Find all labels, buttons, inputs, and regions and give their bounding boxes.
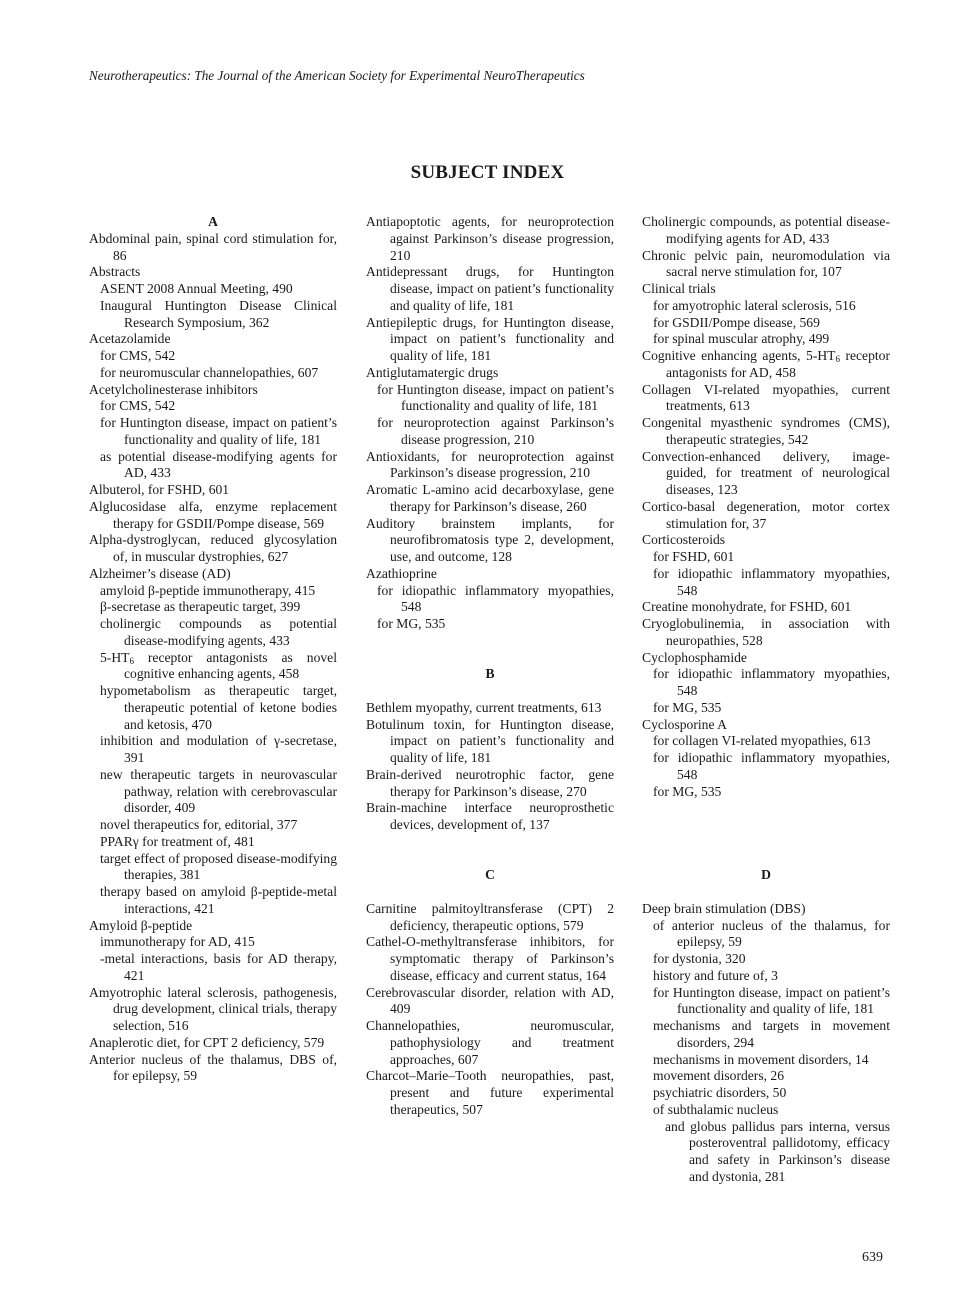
index-entry: Brain-derived neurotrophic factor, gene therapy for Parkinson’s disease, 270 bbox=[366, 766, 614, 799]
index-entry: Collagen VI-related myopathies, current treatments, 613 bbox=[642, 381, 890, 414]
index-entry: Aromatic L-amino acid decarboxylase, gene therapy for Parkinson’s disease, 260 bbox=[366, 482, 614, 514]
index-subentry: for collagen VI-related myopathies, 613 bbox=[653, 733, 871, 749]
index-subentry: for amyotrophic lateral sclerosis, 516 bbox=[653, 297, 856, 313]
index-entry: Cholinergic compounds, as potential disease-modifying agents for AD, 433 bbox=[642, 214, 890, 246]
index-subentry: of anterior nucleus of the thalamus, for epilepsy, 59 bbox=[653, 917, 890, 950]
index-subentry: for CMS, 542 bbox=[100, 398, 176, 414]
index-entry: Antioxidants, for neuroprotection against Parkinson’s disease progression, 210 bbox=[366, 448, 614, 481]
section-spacer bbox=[366, 650, 614, 667]
section-spacer bbox=[642, 817, 890, 834]
index-subentry: psychiatric disorders, 50 bbox=[653, 1085, 787, 1100]
index-subentry: for Huntington disease, impact on patient’s functionality and quality of life, 181 bbox=[377, 381, 614, 414]
index-entry: Charcot–Marie–Tooth neuropathies, past, present and future experimental therapeutics, 507 bbox=[366, 1068, 614, 1117]
index-subentry: cholinergic compounds as potential disease-modifying agents, 433 bbox=[100, 616, 337, 648]
index-entry: Antiepileptic drugs, for Huntington disease, impact on patient’s functionality and quality of life, 181 bbox=[366, 314, 614, 363]
index-subentry: for idiopathic inflammatory myopathies, 548 bbox=[377, 582, 614, 615]
index-subentry: for idiopathic inflammatory myopathies, 548 bbox=[653, 666, 890, 698]
index-subentry: for MG, 535 bbox=[653, 699, 722, 715]
index-entry: Corticosteroids bbox=[642, 532, 726, 548]
index-entry: Amyloid β-peptide bbox=[89, 917, 193, 933]
index-entry: Channelopathies, neuromuscular, pathophysiology and treatment approaches, 607 bbox=[366, 1018, 614, 1067]
index-subentry: of subthalamic nucleus bbox=[653, 1101, 779, 1117]
section-spacer bbox=[642, 851, 890, 868]
index-subentry: for idiopathic inflammatory myopathies, 548 bbox=[653, 750, 890, 782]
index-column-1 bbox=[89, 214, 337, 1085]
index-entry: Acetazolamide bbox=[89, 331, 171, 347]
page-title: SUBJECT INDEX bbox=[410, 162, 565, 183]
index-subentry: for MG, 535 bbox=[653, 783, 722, 799]
index-subentry: novel therapeutics for, editorial, 377 bbox=[100, 817, 298, 832]
index-entry: Cortico-basal degeneration, motor cortex stimulation for, 37 bbox=[642, 498, 890, 531]
index-subentry: movement disorders, 26 bbox=[653, 1068, 785, 1084]
index-entry: Cognitive enhancing agents, $5-HT_6$ receptor antagonists for AD, 458 bbox=[642, 348, 890, 380]
section-spacer bbox=[366, 851, 614, 868]
index-entry: Brain-machine interface neuroprosthetic devices, development of, 137 bbox=[366, 800, 614, 832]
section-spacer bbox=[366, 884, 614, 901]
section-spacer bbox=[366, 633, 614, 650]
index-entry: Cryoglobulinemia, in association with neuropathies, 528 bbox=[642, 616, 890, 648]
index-column-3 bbox=[642, 214, 890, 1186]
index-subentry: for Huntington disease, impact on patient’s functionality and quality of life, 181 bbox=[653, 984, 890, 1017]
index-entry: Antidepressant drugs, for Huntington disease, impact on patient’s functionality and quality of life, 181 bbox=[366, 264, 614, 313]
index-subentry: for Huntington disease, impact on patient’s functionality and quality of life, 181 bbox=[100, 415, 337, 447]
index-subentry: ASENT 2008 Annual Meeting, 490 bbox=[100, 281, 293, 296]
index-entry: Auditory brainstem implants, for neurofibromatosis type 2, development, use, and outcome, 128 bbox=[366, 515, 614, 564]
index-entry: Botulinum toxin, for Huntington disease, impact on patient’s functionality and quality of life, 181 bbox=[366, 716, 614, 765]
index-subentry: for neuroprotection against Parkinson’s disease progression, 210 bbox=[377, 415, 614, 447]
index-subentry: β-secretase as therapeutic target, 399 bbox=[100, 599, 301, 615]
index-entry: Deep brain stimulation (DBS) bbox=[642, 900, 806, 916]
index-subentry: target effect of proposed disease-modifying therapies, 381 bbox=[100, 850, 337, 883]
index-entry: Alpha-dystroglycan, reduced glycosylation of, in muscular dystrophies, 627 bbox=[89, 532, 337, 564]
index-entry: Cerebrovascular disorder, relation with AD, 409 bbox=[366, 984, 614, 1017]
section-letter-heading: A bbox=[208, 214, 218, 229]
index-subentry: inhibition and modulation of γ-secretase, 391 bbox=[100, 733, 337, 765]
index-entry: Cyclophosphamide bbox=[642, 649, 747, 665]
index-entry: Alzheimer’s disease (AD) bbox=[89, 565, 231, 581]
section-spacer bbox=[366, 834, 614, 851]
section-spacer bbox=[366, 683, 614, 700]
section-spacer bbox=[642, 834, 890, 851]
index-subentry: -metal interactions, basis for AD therapy, 421 bbox=[100, 951, 337, 983]
index-entry: Creatine monohydrate, for FSHD, 601 bbox=[642, 599, 852, 615]
index-entry: Azathioprine bbox=[366, 565, 437, 581]
index-subentry: for MG, 535 bbox=[377, 616, 446, 631]
index-entry: Acetylcholinesterase inhibitors bbox=[89, 381, 258, 397]
index-subentry: and globus pallidus pars interna, versus posteroventral pallidotomy, efficacy and safety in Parkinson’s disease and dystonia, 281 bbox=[665, 1118, 890, 1184]
section-spacer bbox=[642, 800, 890, 817]
index-entry: Abstracts bbox=[89, 264, 141, 280]
index-entry: Clinical trials bbox=[642, 281, 716, 296]
section-letter-heading: C bbox=[485, 867, 495, 883]
index-subentry: Inaugural Huntington Disease Clinical Research Symposium, 362 bbox=[100, 297, 337, 330]
page-number: 639 bbox=[862, 1250, 883, 1265]
index-entry: Anaplerotic diet, for CPT 2 deficiency, 579 bbox=[89, 1034, 325, 1050]
index-subentry: new therapeutic targets in neurovascular pathway, relation with cerebrovascular disorder, 409 bbox=[100, 766, 337, 816]
index-entry: Carnitine palmitoyltransferase (CPT) 2 deficiency, therapeutic options, 579 bbox=[366, 900, 614, 933]
section-spacer bbox=[642, 884, 890, 901]
index-subentry: mechanisms in movement disorders, 14 bbox=[653, 1051, 869, 1067]
index-entry: Abdominal pain, spinal cord stimulation for, 86 bbox=[89, 230, 337, 263]
index-entry: Anterior nucleus of the thalamus, DBS of, for epilepsy, 59 bbox=[89, 1051, 337, 1084]
index-subentry: for GSDII/Pompe disease, 569 bbox=[653, 314, 820, 330]
index-subentry: for dystonia, 320 bbox=[653, 951, 746, 966]
index-subentry: mechanisms and targets in movement disorders, 294 bbox=[653, 1018, 890, 1050]
index-subentry: $5-HT_6$ receptor antagonists as novel cognitive enhancing agents, 458 bbox=[100, 649, 337, 682]
index-entry: Cyclosporine A bbox=[642, 716, 727, 732]
index-subentry: for spinal muscular atrophy, 499 bbox=[653, 331, 830, 347]
index-column-2 bbox=[366, 214, 614, 1119]
index-subentry: for FSHD, 601 bbox=[653, 549, 735, 564]
index-entry: Antiglutamatergic drugs bbox=[366, 364, 499, 380]
index-entry: Congenital myasthenic syndromes (CMS), therapeutic strategies, 542 bbox=[642, 415, 890, 447]
index-entry: Chronic pelvic pain, neuromodulation via sacral nerve stimulation for, 107 bbox=[642, 247, 890, 280]
index-entry: Antiapoptotic agents, for neuroprotection against Parkinson’s disease progression, 210 bbox=[366, 214, 614, 263]
journal-title: Neurotherapeutics: The Journal of the American Society for Experimental NeuroTherapeutics bbox=[89, 68, 585, 83]
index-subentry: immunotherapy for AD, 415 bbox=[100, 934, 255, 950]
index-subentry: as potential disease-modifying agents for AD, 433 bbox=[100, 448, 337, 481]
index-entry: Cathel-O-methyltransferase inhibitors, for symptomatic therapy of Parkinson’s disease, efficacy and current status, 164 bbox=[366, 934, 614, 983]
index-entry: Bethlem myopathy, current treatments, 613 bbox=[366, 699, 602, 715]
index-subentry: history and future of, 3 bbox=[653, 967, 778, 983]
index-subentry: hypometabolism as therapeutic target, therapeutic potential of ketone bodies and ketosis, 470 bbox=[100, 683, 337, 732]
section-letter-heading: D bbox=[761, 867, 771, 883]
index-subentry: PPARγ for treatment of, 481 bbox=[100, 833, 255, 849]
index-entry: Convection-enhanced delivery, image-guided, for treatment of neurological diseases, 123 bbox=[642, 448, 890, 497]
index-entry: Amyotrophic lateral sclerosis, pathogenesis, drug development, clinical trials, therapy selection, 516 bbox=[89, 984, 337, 1033]
index-subentry: amyloid β-peptide immunotherapy, 415 bbox=[100, 582, 316, 598]
index-entry: Alglucosidase alfa, enzyme replacement therapy for GSDII/Pompe disease, 569 bbox=[89, 498, 337, 531]
index-subentry: therapy based on amyloid β-peptide-metal interactions, 421 bbox=[100, 884, 337, 916]
index-subentry: for neuromuscular channelopathies, 607 bbox=[100, 364, 319, 380]
index-subentry: for idiopathic inflammatory myopathies, 548 bbox=[653, 565, 890, 598]
index-subentry: for CMS, 542 bbox=[100, 348, 176, 363]
section-letter-heading: B bbox=[485, 666, 495, 682]
index-entry: Albuterol, for FSHD, 601 bbox=[89, 482, 230, 497]
